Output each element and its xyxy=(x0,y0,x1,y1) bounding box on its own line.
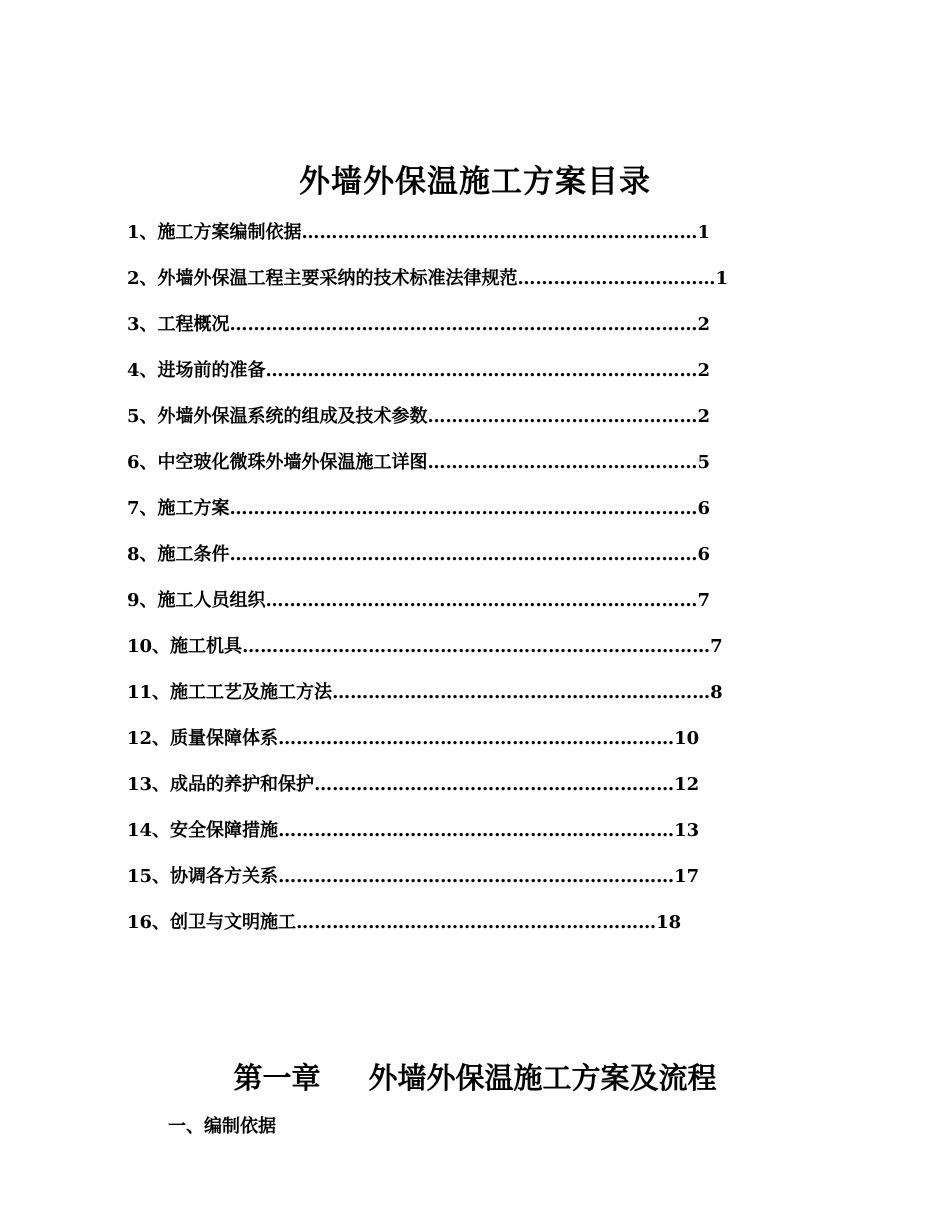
toc-entry-label: 11、施工工艺及施工方法 xyxy=(127,682,333,703)
toc-entry[interactable] xyxy=(127,494,779,523)
chapter-number: 第一章 xyxy=(233,1061,321,1095)
toc-entry-leader: …………………………………………………… xyxy=(314,774,675,795)
toc-entry[interactable] xyxy=(127,632,779,661)
toc-entry[interactable] xyxy=(127,586,779,615)
toc-entry-label: 10、施工机具 xyxy=(127,636,243,657)
toc-entry-page: 2 xyxy=(697,360,711,381)
toc-entry-label: 7、施工方案 xyxy=(127,498,230,519)
toc-entry-leader: …………………………………………………………………… xyxy=(229,498,698,519)
toc-entry-page: 10 xyxy=(674,728,700,749)
toc-entry-leader: …………………………………………………………………… xyxy=(229,314,698,335)
toc-entry-label: 1、施工方案编制依据 xyxy=(127,222,302,243)
toc-entry-label: 5、外墙外保温系统的组成及技术参数 xyxy=(127,406,428,427)
toc-entry[interactable] xyxy=(127,448,779,477)
toc-entry-leader: ………………………………………………………… xyxy=(301,222,698,243)
toc-entry-page: 1 xyxy=(697,222,711,243)
toc-entry-page: 17 xyxy=(674,866,700,887)
toc-entry[interactable] xyxy=(127,724,779,753)
toc-entry-page: 13 xyxy=(674,820,700,841)
toc-entry-page: 6 xyxy=(697,498,711,519)
toc-entry-label: 2、外墙外保温工程主要采纳的技术标准法律规范 xyxy=(127,268,518,289)
toc-entry[interactable] xyxy=(127,816,779,845)
toc-entry-label: 13、成品的养护和保护 xyxy=(127,774,315,795)
toc-entry-page: 7 xyxy=(710,636,723,657)
toc-entry-leader: ……………………………………………………………… xyxy=(265,360,698,381)
toc-entry-leader: …………………………… xyxy=(517,268,716,289)
toc-entry-label: 3、工程概况 xyxy=(127,314,230,335)
toc-entry-leader: ……………………………………… xyxy=(427,406,698,427)
toc-entry-label: 16、创卫与文明施工 xyxy=(127,912,297,933)
toc-entry-page: 2 xyxy=(697,314,711,335)
toc-entry-page: 6 xyxy=(697,544,711,565)
toc-entry-page: 12 xyxy=(674,774,700,795)
chapter-title: 外墙外保温施工方案及流程 xyxy=(368,1061,717,1095)
toc-entry-leader: ……………………………………… xyxy=(427,452,698,473)
toc-entry-label: 15、协调各方关系 xyxy=(127,866,279,887)
toc-entry[interactable] xyxy=(127,908,779,937)
chapter-heading xyxy=(0,1056,950,1097)
toc-entry-label: 8、施工条件 xyxy=(127,544,230,565)
toc-entry-leader: ……………………………………………………………… xyxy=(265,590,698,611)
toc-entry[interactable] xyxy=(127,356,779,385)
toc-entry-page: 1 xyxy=(715,268,729,289)
toc-entry-page: 8 xyxy=(710,682,723,703)
toc-entry[interactable] xyxy=(127,540,779,569)
toc-entry-leader: …………………………………………………………………… xyxy=(229,544,698,565)
toc-entry-leader: ………………………………………………………… xyxy=(278,820,675,841)
toc-entry[interactable] xyxy=(127,862,779,891)
toc-entry[interactable] xyxy=(127,770,779,799)
toc-entry-label: 14、安全保障措施 xyxy=(127,820,279,841)
toc-entry[interactable] xyxy=(127,264,779,293)
toc-entry-page: 2 xyxy=(697,406,711,427)
toc-entry-label: 6、中空玻化微珠外墙外保温施工详图 xyxy=(127,452,428,473)
toc-entry-leader: ……………………………………………………… xyxy=(332,682,711,703)
document-title: 外墙外保温施工方案目录 xyxy=(299,164,651,200)
toc-entry-page: 18 xyxy=(656,912,682,933)
table-of-contents xyxy=(127,218,779,954)
toc-entry[interactable] xyxy=(127,218,779,247)
toc-entry-leader: ………………………………………………………… xyxy=(278,728,675,749)
toc-entry-leader: …………………………………………………………………… xyxy=(242,636,711,657)
toc-entry-page: 7 xyxy=(697,590,711,611)
toc-entry-label: 4、进场前的准备 xyxy=(127,360,266,381)
toc-entry-label: 9、施工人员组织 xyxy=(127,590,266,611)
toc-entry-label: 12、质量保障体系 xyxy=(127,728,279,749)
toc-entry[interactable] xyxy=(127,402,779,431)
toc-entry-leader: ………………………………………………………… xyxy=(278,866,675,887)
toc-entry-page: 5 xyxy=(697,452,711,473)
toc-entry-leader: …………………………………………………… xyxy=(296,912,657,933)
toc-entry[interactable] xyxy=(127,678,779,707)
toc-entry[interactable] xyxy=(127,310,779,339)
section-heading: 一、编制依据 xyxy=(168,1116,276,1137)
